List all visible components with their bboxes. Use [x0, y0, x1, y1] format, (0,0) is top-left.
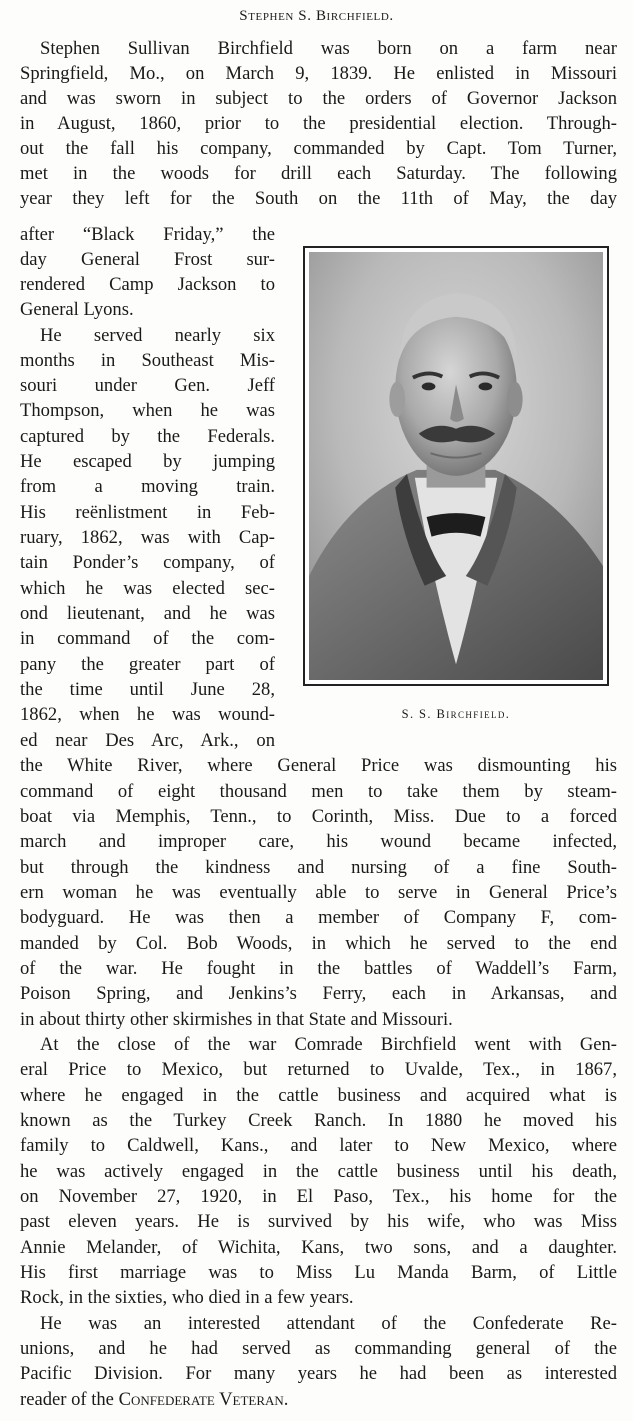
text-line: ond lieutenant, and he was	[20, 603, 275, 624]
portrait-image	[309, 252, 603, 680]
text-line: boat via Memphis, Tenn., to Corinth, Miss. Due to a forced	[20, 806, 617, 827]
text-line: His reënlistment in Feb-	[20, 502, 275, 523]
text-line: Stephen Sullivan Birchfield was born on a farm near	[40, 38, 617, 59]
text-line: year they left for the South on the 11th of May, the day	[20, 188, 617, 209]
text-line: ruary, 1862, was with Cap-	[20, 527, 275, 548]
text-line: Poison Spring, and Jenkins’s Ferry, each in Arkansas, and	[20, 983, 617, 1004]
text-line: on November 27, 1920, in El Paso, Tex., his home for the	[20, 1186, 617, 1207]
text-line: the White River, where General Price was dismounting his	[20, 755, 617, 776]
text-line: from a moving train.	[20, 476, 275, 497]
text-line: in August, 1860, prior to the presidential election. Through-	[20, 113, 617, 134]
text-line: command of eight thousand men to take them by steam-	[20, 781, 617, 802]
text-line: march and improper care, his wound became infected,	[20, 831, 617, 852]
text-line: He was an interested attendant of the Confederate Re-	[40, 1313, 617, 1334]
text-line: he was actively engaged in the cattle business until his death,	[20, 1161, 617, 1182]
text-line: past eleven years. He is survived by his wife, who was Miss	[20, 1211, 617, 1232]
text-line: of the war. He fought in the battles of Waddell’s Farm,	[20, 958, 617, 979]
text-line: tain Ponder’s company, of	[20, 552, 275, 573]
publication-name: Confederate Veteran.	[118, 1389, 289, 1410]
text-line: Pacific Division. For many years he had been as interested	[20, 1363, 617, 1384]
text-line: met in the woods for drill each Saturday. The following	[20, 163, 617, 184]
text-line: out the fall his company, commanded by Capt. Tom Turner,	[20, 138, 617, 159]
text-line: bodyguard. He was then a member of Company F, com-	[20, 907, 617, 928]
text-line: Annie Melander, of Wichita, Kans, two sons, and a daughter.	[20, 1237, 617, 1258]
text-line: ern woman he was eventually able to serve in General Price’s	[20, 882, 617, 903]
text-line: the time until June 28,	[20, 679, 275, 700]
text-fragment: reader of the	[20, 1389, 119, 1410]
text-line: which he was elected sec-	[20, 578, 275, 599]
text-line: manded by Col. Bob Woods, in which he served to the end	[20, 933, 617, 954]
article-title: Stephen S. Birchfield.	[239, 8, 394, 24]
text-line: eral Price to Mexico, but returned to Uvalde, Tex., in 1867,	[20, 1059, 617, 1080]
text-line: after “Black Friday,” the	[20, 224, 275, 245]
text-line: Thompson, when he was	[20, 400, 275, 421]
text-line: but through the kindness and nursing of a fine South-	[20, 857, 617, 878]
text-line: months in Southeast Mis-	[20, 350, 275, 371]
text-line: General Lyons.	[20, 299, 134, 320]
text-line: where he engaged in the cattle business and acquired what is	[20, 1085, 617, 1106]
text-line: captured by the Federals.	[20, 426, 275, 447]
portrait-photo	[303, 246, 609, 686]
text-line: in command of the com-	[20, 628, 275, 649]
text-line: rendered Camp Jackson to	[20, 274, 275, 295]
text-line: souri under Gen. Jeff	[20, 375, 275, 396]
text-line: known as the Turkey Creek Ranch. In 1880 he moved his	[20, 1110, 617, 1131]
text-line: Springfield, Mo., on March 9, 1839. He enlisted in Missouri	[20, 63, 617, 84]
text-line: pany the greater part of	[20, 654, 275, 675]
text-line: in about thirty other skirmishes in that State and Missouri.	[20, 1009, 453, 1030]
text-line: Rock, in the sixties, who died in a few years.	[20, 1287, 354, 1308]
text-line: family to Caldwell, Kans., and later to New Mexico, where	[20, 1135, 617, 1156]
portrait-caption: S. S. Birchfield.	[401, 707, 511, 721]
text-line: unions, and he had served as commanding general of the	[20, 1338, 617, 1359]
text-line	[20, 1387, 617, 1412]
text-line: His first marriage was to Miss Lu Manda Barm, of Little	[20, 1262, 617, 1283]
text-line: At the close of the war Comrade Birchfield went with Gen-	[40, 1034, 617, 1055]
text-line: 1862, when he was wound-	[20, 704, 275, 725]
text-line: ed near Des Arc, Ark., on	[20, 730, 275, 751]
text-line: He escaped by jumping	[20, 451, 275, 472]
text-line: and was sworn in subject to the orders of Governor Jackson	[20, 88, 617, 109]
text-line: He served nearly six	[40, 325, 275, 346]
text-line: day General Frost sur-	[20, 249, 275, 270]
